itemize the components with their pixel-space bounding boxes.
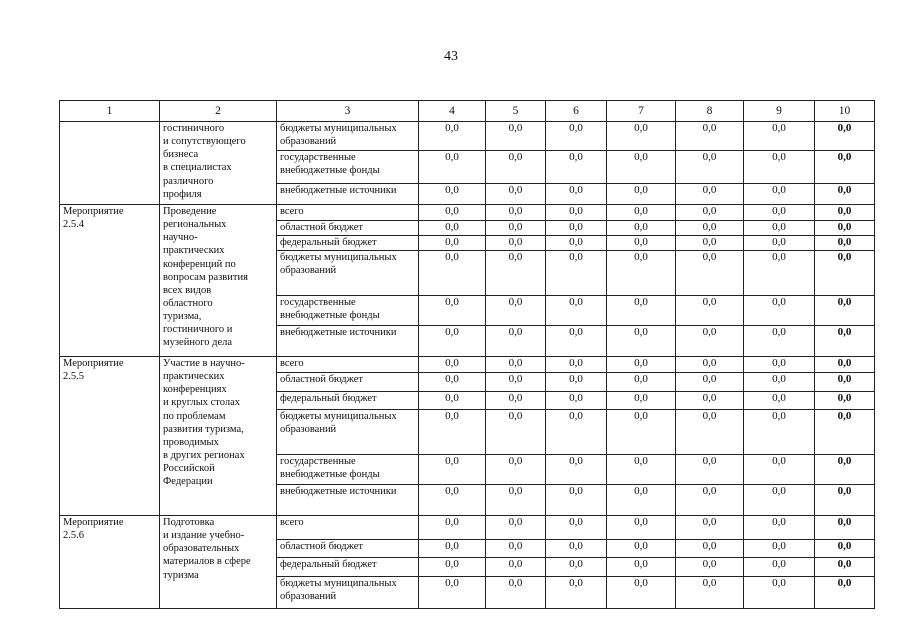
value-cell: 0,0 — [419, 540, 486, 558]
value-cell: 0,0 — [815, 184, 875, 205]
value-cell: 0,0 — [744, 221, 815, 236]
value-cell: 0,0 — [486, 577, 546, 609]
value-cell: 0,0 — [744, 251, 815, 296]
value-cell: 0,0 — [486, 236, 546, 251]
value-cell: 0,0 — [419, 410, 486, 455]
value-cell: 0,0 — [744, 236, 815, 251]
value-cell: 0,0 — [546, 540, 607, 558]
value-cell: 0,0 — [815, 516, 875, 540]
value-cell: 0,0 — [546, 122, 607, 151]
funding-source-cell: внебюджетные источники — [277, 184, 419, 205]
value-cell: 0,0 — [486, 326, 546, 357]
value-cell: 0,0 — [546, 577, 607, 609]
value-cell: 0,0 — [607, 392, 676, 410]
funding-source-cell: государственные внебюджетные фонды — [277, 455, 419, 485]
value-cell: 0,0 — [744, 205, 815, 221]
funding-source-cell: внебюджетные источники — [277, 485, 419, 516]
page-number: 43 — [444, 49, 458, 64]
event-code-cell: Мероприятие 2.5.5 — [60, 357, 160, 516]
value-cell: 0,0 — [419, 577, 486, 609]
value-cell: 0,0 — [815, 236, 875, 251]
value-cell: 0,0 — [486, 221, 546, 236]
funding-table — [59, 100, 875, 609]
table-row — [60, 516, 875, 540]
table-row — [60, 122, 875, 151]
value-cell: 0,0 — [546, 184, 607, 205]
value-cell: 0,0 — [486, 373, 546, 392]
header-row — [60, 101, 875, 122]
value-cell: 0,0 — [607, 577, 676, 609]
funding-source-cell: бюджеты муниципальных образований — [277, 577, 419, 609]
value-cell: 0,0 — [676, 516, 744, 540]
value-cell: 0,0 — [419, 485, 486, 516]
value-cell: 0,0 — [607, 326, 676, 357]
value-cell: 0,0 — [607, 357, 676, 373]
value-cell: 0,0 — [607, 205, 676, 221]
value-cell: 0,0 — [744, 558, 815, 577]
value-cell: 0,0 — [815, 357, 875, 373]
value-cell: 0,0 — [486, 516, 546, 540]
value-cell: 0,0 — [419, 357, 486, 373]
table-body — [60, 122, 875, 609]
column-header: 2 — [160, 101, 277, 122]
value-cell: 0,0 — [744, 577, 815, 609]
column-header: 5 — [486, 101, 546, 122]
value-cell: 0,0 — [744, 392, 815, 410]
value-cell: 0,0 — [419, 205, 486, 221]
value-cell: 0,0 — [419, 221, 486, 236]
value-cell: 0,0 — [607, 410, 676, 455]
value-cell: 0,0 — [744, 485, 815, 516]
value-cell: 0,0 — [607, 558, 676, 577]
value-cell: 0,0 — [546, 558, 607, 577]
value-cell: 0,0 — [546, 326, 607, 357]
value-cell: 0,0 — [419, 392, 486, 410]
column-header: 9 — [744, 101, 815, 122]
value-cell: 0,0 — [815, 410, 875, 455]
value-cell: 0,0 — [676, 184, 744, 205]
value-cell: 0,0 — [419, 122, 486, 151]
value-cell: 0,0 — [744, 373, 815, 392]
value-cell: 0,0 — [676, 296, 744, 326]
value-cell: 0,0 — [815, 455, 875, 485]
value-cell: 0,0 — [486, 296, 546, 326]
value-cell: 0,0 — [607, 236, 676, 251]
value-cell: 0,0 — [486, 205, 546, 221]
value-cell: 0,0 — [486, 184, 546, 205]
value-cell: 0,0 — [676, 221, 744, 236]
column-header: 8 — [676, 101, 744, 122]
value-cell: 0,0 — [486, 151, 546, 184]
event-code-cell — [60, 122, 160, 205]
value-cell: 0,0 — [676, 251, 744, 296]
value-cell: 0,0 — [607, 184, 676, 205]
value-cell: 0,0 — [744, 516, 815, 540]
value-cell: 0,0 — [744, 151, 815, 184]
value-cell: 0,0 — [546, 455, 607, 485]
value-cell: 0,0 — [486, 558, 546, 577]
value-cell: 0,0 — [546, 205, 607, 221]
event-name-cell: Проведение региональных научно- практических конференций по вопросам развития всех видов областного туризма, гостиничного и музейного дела — [160, 205, 277, 357]
value-cell: 0,0 — [546, 373, 607, 392]
value-cell: 0,0 — [486, 485, 546, 516]
value-cell: 0,0 — [546, 221, 607, 236]
value-cell: 0,0 — [815, 485, 875, 516]
funding-source-cell: государственные внебюджетные фонды — [277, 296, 419, 326]
funding-source-cell: государственные внебюджетные фонды — [277, 151, 419, 184]
funding-source-cell: бюджеты муниципальных образований — [277, 122, 419, 151]
column-header: 7 — [607, 101, 676, 122]
value-cell: 0,0 — [546, 485, 607, 516]
value-cell: 0,0 — [486, 122, 546, 151]
value-cell: 0,0 — [419, 236, 486, 251]
value-cell: 0,0 — [815, 558, 875, 577]
funding-source-cell: областной бюджет — [277, 540, 419, 558]
value-cell: 0,0 — [486, 357, 546, 373]
value-cell: 0,0 — [676, 205, 744, 221]
value-cell: 0,0 — [815, 151, 875, 184]
funding-source-cell: всего — [277, 516, 419, 540]
value-cell: 0,0 — [815, 326, 875, 357]
value-cell: 0,0 — [607, 122, 676, 151]
value-cell: 0,0 — [546, 410, 607, 455]
value-cell: 0,0 — [815, 373, 875, 392]
value-cell: 0,0 — [676, 455, 744, 485]
funding-source-cell: федеральный бюджет — [277, 392, 419, 410]
funding-source-cell: областной бюджет — [277, 221, 419, 236]
value-cell: 0,0 — [607, 151, 676, 184]
event-name-cell: Подготовка и издание учебно- образовательных материалов в сфере туризма — [160, 516, 277, 609]
value-cell: 0,0 — [676, 410, 744, 455]
value-cell: 0,0 — [744, 540, 815, 558]
value-cell: 0,0 — [676, 577, 744, 609]
value-cell: 0,0 — [676, 392, 744, 410]
value-cell: 0,0 — [607, 540, 676, 558]
funding-source-cell: федеральный бюджет — [277, 236, 419, 251]
value-cell: 0,0 — [419, 326, 486, 357]
event-code-cell: Мероприятие 2.5.4 — [60, 205, 160, 357]
funding-source-cell: бюджеты муниципальных образований — [277, 410, 419, 455]
value-cell: 0,0 — [676, 236, 744, 251]
value-cell: 0,0 — [676, 357, 744, 373]
event-code-cell: Мероприятие 2.5.6 — [60, 516, 160, 609]
value-cell: 0,0 — [607, 455, 676, 485]
column-header: 10 — [815, 101, 875, 122]
value-cell: 0,0 — [607, 516, 676, 540]
value-cell: 0,0 — [676, 326, 744, 357]
value-cell: 0,0 — [486, 540, 546, 558]
value-cell: 0,0 — [744, 326, 815, 357]
value-cell: 0,0 — [676, 540, 744, 558]
value-cell: 0,0 — [676, 373, 744, 392]
value-cell: 0,0 — [607, 485, 676, 516]
value-cell: 0,0 — [744, 455, 815, 485]
value-cell: 0,0 — [815, 577, 875, 609]
value-cell: 0,0 — [486, 251, 546, 296]
value-cell: 0,0 — [486, 410, 546, 455]
value-cell: 0,0 — [607, 251, 676, 296]
event-name-cell: Участие в научно- практических конференциях и круглых столах по проблемам развития туризма, проводимых в других регионах Российской Федерации — [160, 357, 277, 516]
funding-source-cell: бюджеты муниципальных образований — [277, 251, 419, 296]
value-cell: 0,0 — [607, 373, 676, 392]
value-cell: 0,0 — [815, 221, 875, 236]
value-cell: 0,0 — [815, 251, 875, 296]
column-header: 6 — [546, 101, 607, 122]
table-row — [60, 205, 875, 221]
value-cell: 0,0 — [676, 558, 744, 577]
value-cell: 0,0 — [419, 516, 486, 540]
value-cell: 0,0 — [676, 485, 744, 516]
value-cell: 0,0 — [419, 184, 486, 205]
value-cell: 0,0 — [419, 558, 486, 577]
column-header: 1 — [60, 101, 160, 122]
column-header: 4 — [419, 101, 486, 122]
value-cell: 0,0 — [744, 410, 815, 455]
value-cell: 0,0 — [486, 392, 546, 410]
value-cell: 0,0 — [546, 296, 607, 326]
value-cell: 0,0 — [546, 151, 607, 184]
value-cell: 0,0 — [815, 392, 875, 410]
value-cell: 0,0 — [546, 236, 607, 251]
value-cell: 0,0 — [546, 516, 607, 540]
value-cell: 0,0 — [815, 296, 875, 326]
value-cell: 0,0 — [419, 251, 486, 296]
value-cell: 0,0 — [815, 205, 875, 221]
value-cell: 0,0 — [607, 221, 676, 236]
value-cell: 0,0 — [419, 455, 486, 485]
funding-source-cell: всего — [277, 205, 419, 221]
value-cell: 0,0 — [419, 373, 486, 392]
value-cell: 0,0 — [546, 357, 607, 373]
value-cell: 0,0 — [607, 296, 676, 326]
value-cell: 0,0 — [744, 122, 815, 151]
funding-source-cell: федеральный бюджет — [277, 558, 419, 577]
value-cell: 0,0 — [815, 540, 875, 558]
value-cell: 0,0 — [676, 151, 744, 184]
value-cell: 0,0 — [546, 251, 607, 296]
funding-source-cell: всего — [277, 357, 419, 373]
funding-source-cell: областной бюджет — [277, 373, 419, 392]
value-cell: 0,0 — [744, 184, 815, 205]
value-cell: 0,0 — [486, 455, 546, 485]
column-header: 3 — [277, 101, 419, 122]
value-cell: 0,0 — [419, 296, 486, 326]
funding-source-cell: внебюджетные источники — [277, 326, 419, 357]
table-row — [60, 357, 875, 373]
value-cell: 0,0 — [744, 357, 815, 373]
value-cell: 0,0 — [676, 122, 744, 151]
value-cell: 0,0 — [419, 151, 486, 184]
value-cell: 0,0 — [546, 392, 607, 410]
value-cell: 0,0 — [744, 296, 815, 326]
value-cell: 0,0 — [815, 122, 875, 151]
event-name-cell: гостиничного и сопутствующего бизнеса в специалистах различного профиля — [160, 122, 277, 205]
